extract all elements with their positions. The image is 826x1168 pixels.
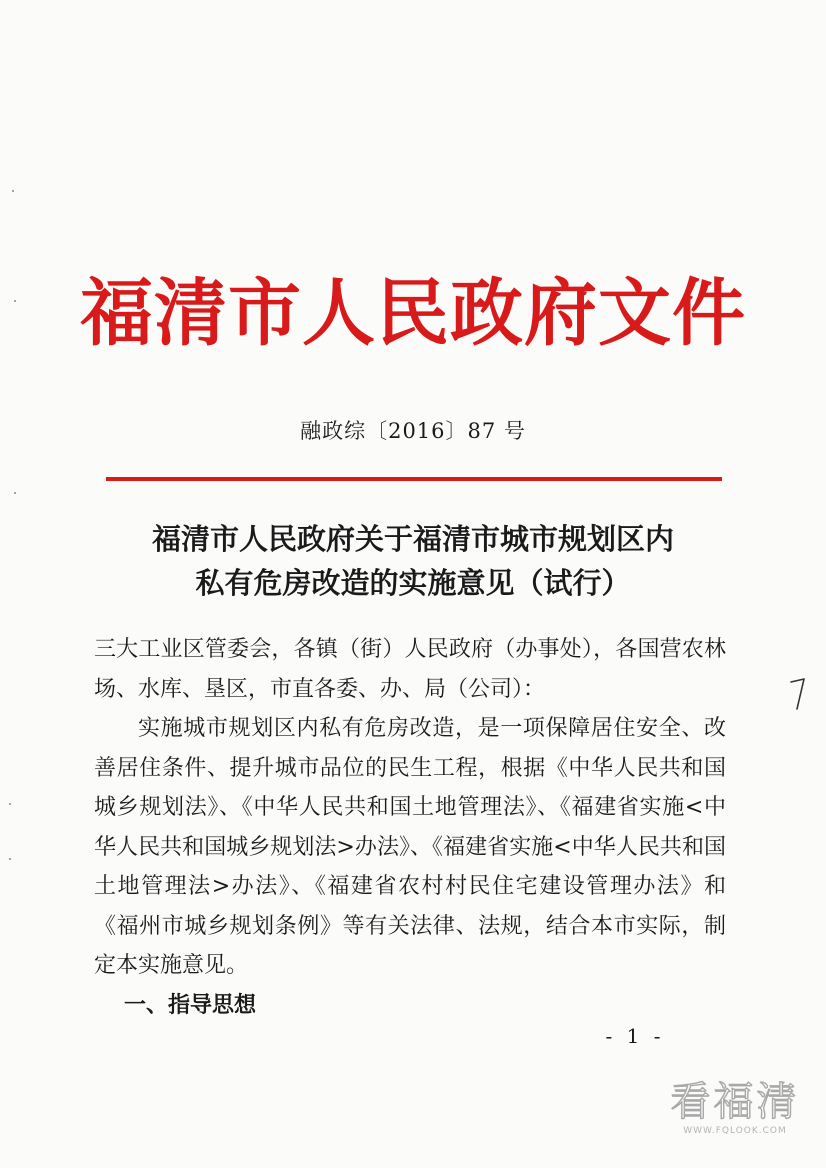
red-separator-line xyxy=(106,477,722,481)
site-watermark xyxy=(660,1078,810,1136)
document-title xyxy=(0,517,826,605)
handwritten-margin-mark xyxy=(788,676,810,712)
scan-speck xyxy=(12,190,14,192)
scan-speck xyxy=(14,300,16,302)
document-number: 融政综〔2016〕87 号 xyxy=(300,419,526,443)
scan-speck xyxy=(9,803,11,805)
addressee-paragraph: 三大工业区管委会，各镇（街）人民政府（办事处），各国营农林场、水库、垦区，市直各委、办、局（公司）： xyxy=(94,637,726,702)
document-title-line-2: 私有危房改造的实施意见（试行） xyxy=(195,566,631,600)
watermark-url: WWW.FQLOOK.COM xyxy=(683,1126,787,1136)
watermark-logo-text: 看福清 xyxy=(670,1079,800,1125)
scan-speck xyxy=(14,492,16,494)
body-paragraph-1: 实施城市规划区内私有危房改造，是一项保障居住安全、改善居住条件、提升城市品位的民生工程，根据《中华人民共和国城乡规划法》、《中华人民共和国土地管理法》、《福建省实施<中华人民共和国城乡规划法>办法》、《福建省实施<中华人民共和国土地管理法>办法》、《福建省农村村民住宅建设管理办法》和《福州市城乡规划条例》等有关法律、法规，结合本市实际，制定本实施意见。 xyxy=(94,716,726,978)
scan-speck xyxy=(9,858,11,860)
page-number: - 1 - xyxy=(605,1024,665,1048)
document-title-line-1: 福清市人民政府关于福清市城市规划区内 xyxy=(151,522,674,556)
section-heading-guiding-ideology: 一、指导思想 xyxy=(124,992,257,1018)
document-body xyxy=(94,630,726,1025)
issuer-header-title: 福清市人民政府文件 xyxy=(80,270,746,356)
